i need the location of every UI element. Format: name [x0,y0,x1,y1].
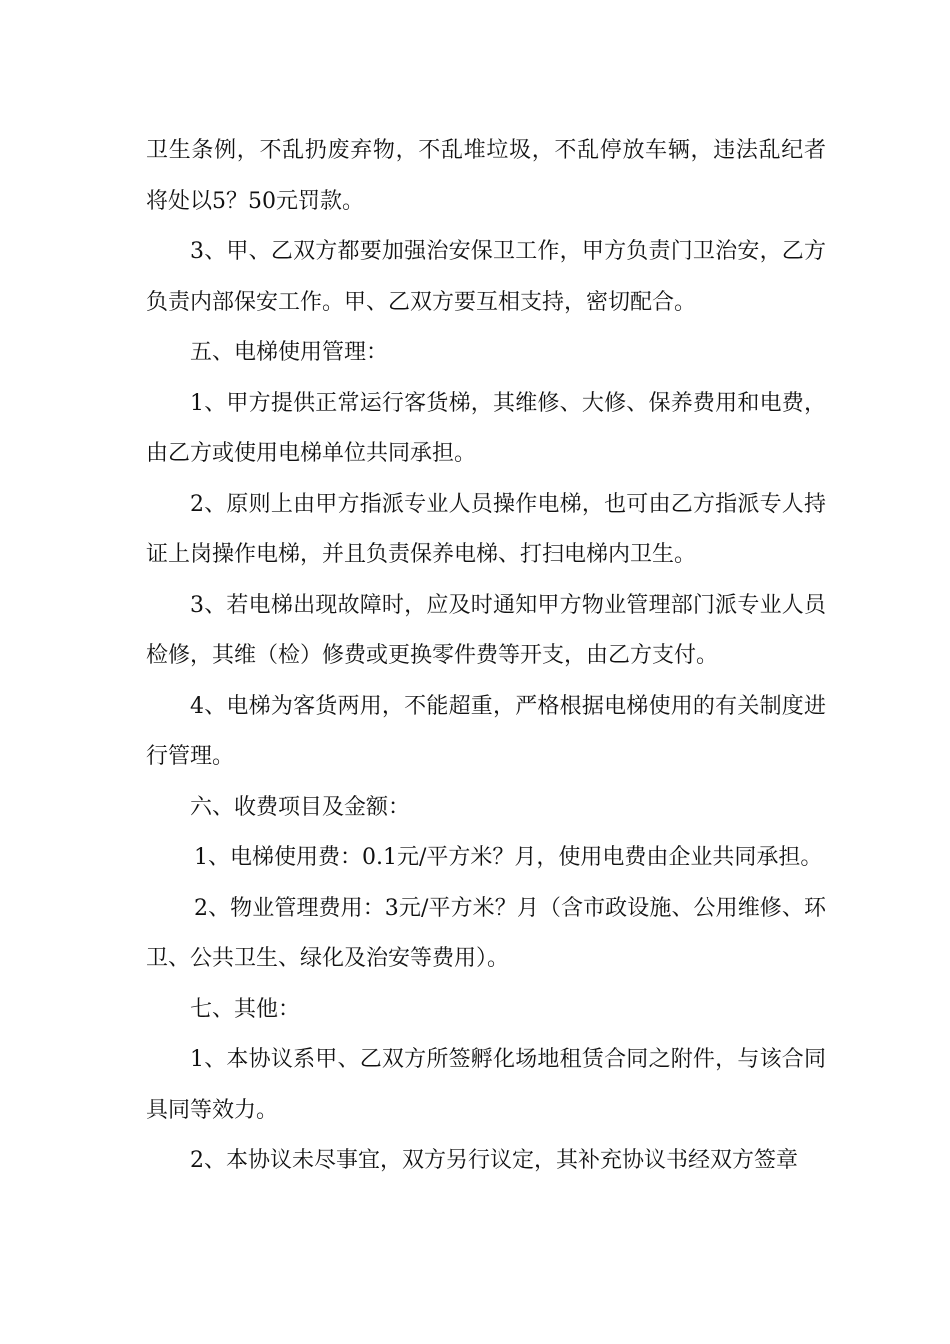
paragraph-continued-sanitation-rules: 卫生条例，不乱扔废弃物，不乱堆垃圾，不乱停放车辆，违法乱纪者将处以5？50元罚款。 [146,138,826,214]
document-body [146,126,826,1187]
section-heading-other: 七、其他： [190,996,301,1022]
paragraph-supplementary-agreement: 2、本协议未尽事宜，双方另行议定，其补充协议书经双方签章 [190,1148,798,1173]
section-heading-fees: 六、收费项目及金额： [190,794,411,820]
paragraph-elevator-operator: 2、原则上由甲方指派专业人员操作电梯，也可由乙方指派专人持证上岗操作电梯，并且负责保养电梯、打扫电梯内卫生。 [146,491,826,567]
paragraph-agreement-attachment: 1、本协议系甲、乙双方所签孵化场地租赁合同之附件，与该合同具同等效力。 [146,1047,826,1123]
paragraph-security-cooperation: 3、甲、乙双方都要加强治安保卫工作，甲方负责门卫治安，乙方负责内部保安工作。甲、乙双方要互相支持，密切配合。 [146,239,826,315]
paragraph-elevator-fee: 1、电梯使用费：0.1元/平方米？月，使用电费由企业共同承担。 [194,845,823,870]
paragraph-elevator-fault-repair: 3、若电梯出现故障时，应及时通知甲方物业管理部门派专业人员检修，其维（检）修费或更换零件费等开支，由乙方支付。 [146,592,826,668]
section-heading-elevator-management: 五、电梯使用管理： [190,340,389,365]
paragraph-elevator-usage-rules: 4、电梯为客货两用，不能超重，严格根据电梯使用的有关制度进行管理。 [146,693,826,769]
paragraph-property-management-fee: 2、物业管理费用：3元/平方米？月（含市政设施、公用维修、环卫、公共卫生、绿化及治安等费用）。 [146,895,826,971]
paragraph-elevator-maintenance-costs: 1、甲方提供正常运行客货梯，其维修、大修、保养费用和电费，由乙方或使用电梯单位共同承担。 [146,390,826,466]
